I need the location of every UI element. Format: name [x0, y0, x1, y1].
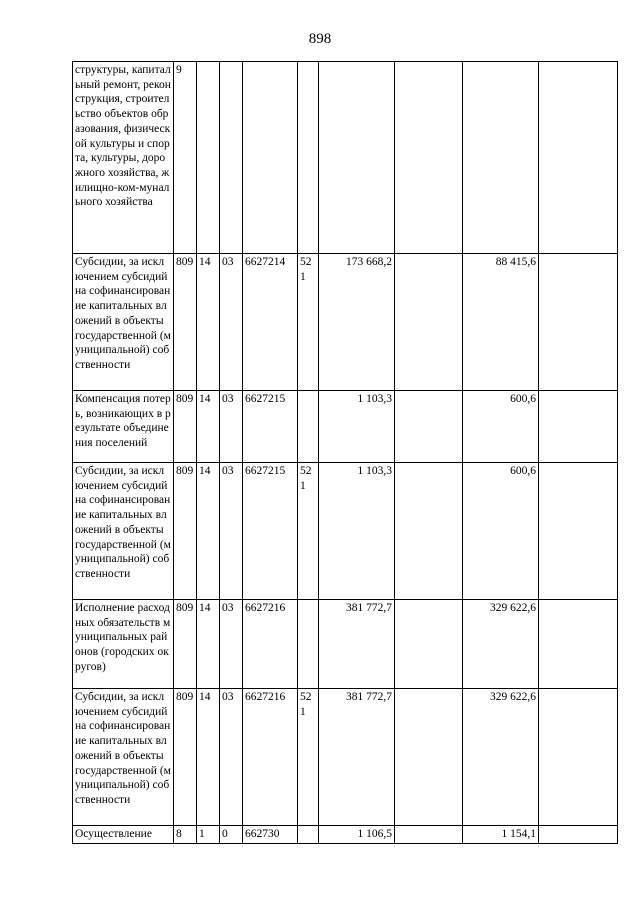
amount-4 — [539, 62, 618, 254]
amount-4 — [539, 826, 618, 844]
code-expense-type: 521 — [298, 463, 319, 600]
table-row — [73, 62, 618, 254]
code-department: 809 — [174, 391, 197, 463]
code-section: 14 — [197, 689, 220, 826]
code-department: 809 — [174, 689, 197, 826]
row-name: Субсидии, за исключением субсидий на софинансирование капитальных вложений в объекты государственной (муниципальной) собственности — [73, 689, 174, 826]
row-name: структуры, капитальный ремонт, реконструкция, строительство объектов образования, физической культуры и спорта, культуры, дорожного хозяйства, жилищно-ком-мунального хозяйства — [73, 62, 174, 254]
amount-3: 329 622,6 — [463, 600, 539, 689]
code-expense-type — [298, 600, 319, 689]
code-department: 9 — [174, 62, 197, 254]
code-section: 14 — [197, 463, 220, 600]
code-expense-type: 521 — [298, 689, 319, 826]
table-row — [73, 254, 618, 391]
table-row — [73, 600, 618, 689]
code-expense-type — [298, 826, 319, 844]
code-target-article: 6627216 — [243, 689, 298, 826]
amount-2 — [395, 463, 463, 600]
code-target-article: 6627214 — [243, 254, 298, 391]
amount-4 — [539, 254, 618, 391]
code-department: 809 — [174, 254, 197, 391]
code-target-article — [243, 62, 298, 254]
code-expense-type — [298, 391, 319, 463]
row-name: Субсидии, за исключением субсидий на софинансирование капитальных вложений в объекты государственной (муниципальной) собственности — [73, 463, 174, 600]
table-row — [73, 826, 618, 844]
amount-2 — [395, 62, 463, 254]
table-row — [73, 689, 618, 826]
amount-3: 1 154,1 — [463, 826, 539, 844]
code-target-article: 6627215 — [243, 391, 298, 463]
code-department: 809 — [174, 463, 197, 600]
amount-3 — [463, 62, 539, 254]
amount-1: 381 772,7 — [319, 600, 395, 689]
table-row — [73, 463, 618, 600]
code-target-article: 6627215 — [243, 463, 298, 600]
code-subsection: 0 — [220, 826, 243, 844]
code-section: 14 — [197, 391, 220, 463]
code-subsection: 03 — [220, 463, 243, 600]
amount-4 — [539, 463, 618, 600]
amount-2 — [395, 826, 463, 844]
amount-2 — [395, 600, 463, 689]
row-name: Субсидии, за исключением субсидий на софинансирование капитальных вложений в объекты государственной (муниципальной) собственности — [73, 254, 174, 391]
table-body — [73, 62, 618, 844]
amount-3: 600,6 — [463, 391, 539, 463]
code-subsection — [220, 62, 243, 254]
code-subsection: 03 — [220, 600, 243, 689]
code-target-article: 662730 — [243, 826, 298, 844]
amount-1: 381 772,7 — [319, 689, 395, 826]
code-department: 8 — [174, 826, 197, 844]
amount-4 — [539, 391, 618, 463]
amount-2 — [395, 391, 463, 463]
amount-1: 1 106,5 — [319, 826, 395, 844]
amount-4 — [539, 689, 618, 826]
amount-3: 88 415,6 — [463, 254, 539, 391]
amount-1: 173 668,2 — [319, 254, 395, 391]
code-target-article: 6627216 — [243, 600, 298, 689]
amount-3: 600,6 — [463, 463, 539, 600]
page-number: 898 — [308, 31, 332, 47]
code-section: 14 — [197, 600, 220, 689]
code-expense-type — [298, 62, 319, 254]
row-name: Исполнение расходных обязательств муниципальных районов (городских округов) — [73, 600, 174, 689]
code-department: 809 — [174, 600, 197, 689]
code-subsection: 03 — [220, 391, 243, 463]
amount-4 — [539, 600, 618, 689]
budget-table — [72, 61, 618, 844]
code-subsection: 03 — [220, 689, 243, 826]
amount-2 — [395, 254, 463, 391]
code-section: 14 — [197, 254, 220, 391]
code-section — [197, 62, 220, 254]
row-name: Осуществление — [73, 826, 174, 844]
amount-1: 1 103,3 — [319, 391, 395, 463]
amount-3: 329 622,6 — [463, 689, 539, 826]
code-expense-type: 521 — [298, 254, 319, 391]
amount-1 — [319, 62, 395, 254]
table-row — [73, 391, 618, 463]
code-section: 1 — [197, 826, 220, 844]
row-name: Компенсация потерь, возникающих в результате объединения поселений — [73, 391, 174, 463]
amount-1: 1 103,3 — [319, 463, 395, 600]
code-subsection: 03 — [220, 254, 243, 391]
amount-2 — [395, 689, 463, 826]
